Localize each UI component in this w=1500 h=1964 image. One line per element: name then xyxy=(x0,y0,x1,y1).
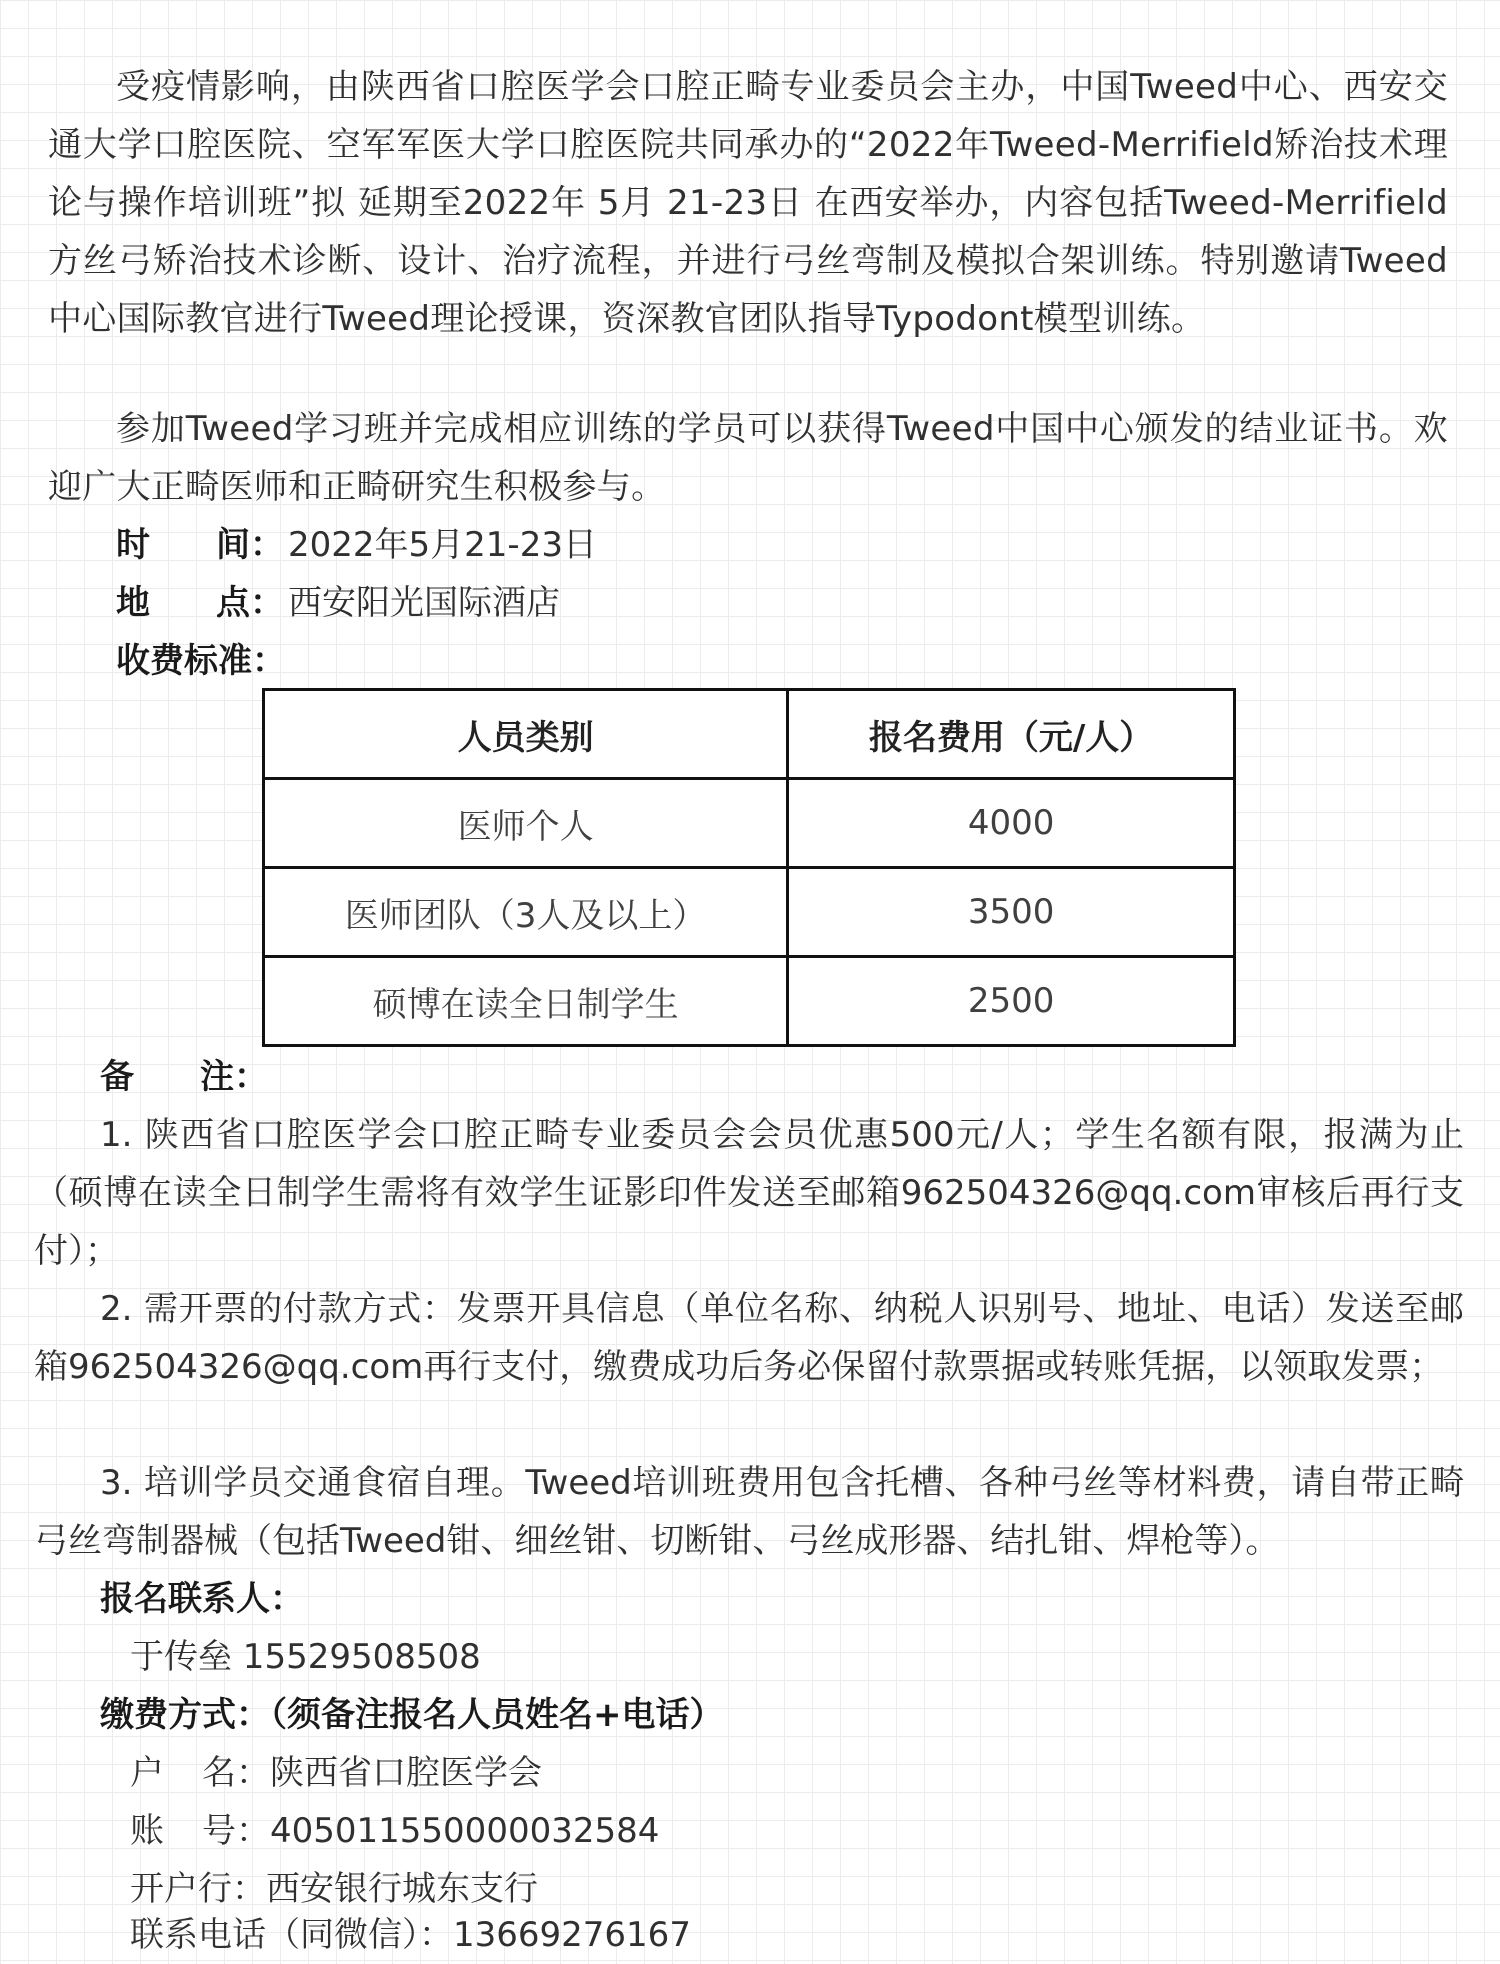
contact-heading: 报名联系人： xyxy=(100,1579,304,1619)
intro-paragraph: 受疫情影响，由陕西省口腔医学会口腔正畸专业委员会主办，中国Tweed中心、西安交通大学口腔医院、空军军医大学口腔医院共同承办的“2022年Tweed-Merrifield矫治技术理论与操作培训班”拟 延期至2022年 5月 21-23日 在西安举办，内容包括Tweed-Merrifield 方丝弓矫治技术诊断、设计、治疗流程，并进行弓丝弯制及模拟合架训练。特别邀请Tweed中心国际教官进行Tweed理论授课，资深教官团队指导Typodont模型训练。 xyxy=(48,67,1448,339)
category-cell: 医师个人 xyxy=(264,779,788,868)
table-header-row xyxy=(264,690,1235,779)
time-line xyxy=(116,516,597,574)
category-cell: 硕博在读全日制学生 xyxy=(264,957,788,1046)
place-line xyxy=(116,574,560,632)
contact-value: 于传垒 15529508508 xyxy=(130,1637,481,1677)
payment-heading: 缴费方式：（须备注报名人员姓名+电话） xyxy=(100,1695,724,1735)
note-item-3: 3. 培训学员交通食宿自理。Tweed培训班费用包含托槽、各种弓丝等材料费，请自带正畸弓丝弯制器械（包括Tweed钳、细丝钳、切断钳、弓丝成形器、结扎钳、焊枪等）。 xyxy=(34,1463,1464,1561)
fee-cell: 4000 xyxy=(788,779,1235,868)
place-label: 地 点： xyxy=(116,583,284,623)
header-fee: 报名费用（元/人） xyxy=(788,690,1235,779)
place-value: 西安阳光国际酒店 xyxy=(288,583,560,623)
bank-value: 西安银行城东支行 xyxy=(266,1869,538,1909)
bank-label: 开户行： xyxy=(130,1869,266,1909)
notes-heading: 备 注： xyxy=(100,1057,268,1097)
phone-line xyxy=(130,1906,691,1964)
certificate-paragraph: 参加Tweed学习班并完成相应训练的学员可以获得Tweed中国中心颁发的结业证书。欢迎广大正畸医师和正畸研究生积极参与。 xyxy=(48,409,1448,507)
account-number-value: 405011550000032584 xyxy=(270,1811,660,1851)
fee-cell: 2500 xyxy=(788,957,1235,1046)
time-label: 时 间： xyxy=(116,525,284,565)
category-cell: 医师团队（3人及以上） xyxy=(264,868,788,957)
note-item-1: 1. 陕西省口腔医学会口腔正畸专业委员会会员优惠500元/人；学生名额有限，报满为止（硕博在读全日制学生需将有效学生证影印件发送至邮箱962504326@qq.com审核后再行支付）； xyxy=(34,1115,1464,1271)
fee-heading: 收费标准： xyxy=(116,641,286,681)
account-number-label: 账 号： xyxy=(130,1811,270,1851)
table-row xyxy=(264,957,1235,1046)
note-item-2: 2. 需开票的付款方式：发票开具信息（单位名称、纳税人识别号、地址、电话）发送至邮箱962504326@qq.com再行支付，缴费成功后务必保留付款票据或转账凭据，以领取发票； xyxy=(34,1289,1464,1387)
phone-value: 13669276167 xyxy=(453,1915,691,1955)
account-number-line xyxy=(130,1802,659,1860)
fee-table xyxy=(262,688,1236,1047)
table-row xyxy=(264,779,1235,868)
phone-label: 联系电话（同微信）： xyxy=(130,1915,453,1955)
fee-cell: 3500 xyxy=(788,868,1235,957)
time-value: 2022年5月21-23日 xyxy=(288,525,597,565)
account-name-label: 户 名： xyxy=(130,1753,270,1793)
header-category: 人员类别 xyxy=(264,690,788,779)
account-name-value: 陕西省口腔医学会 xyxy=(270,1753,542,1793)
account-name-line xyxy=(130,1744,542,1802)
table-row xyxy=(264,868,1235,957)
